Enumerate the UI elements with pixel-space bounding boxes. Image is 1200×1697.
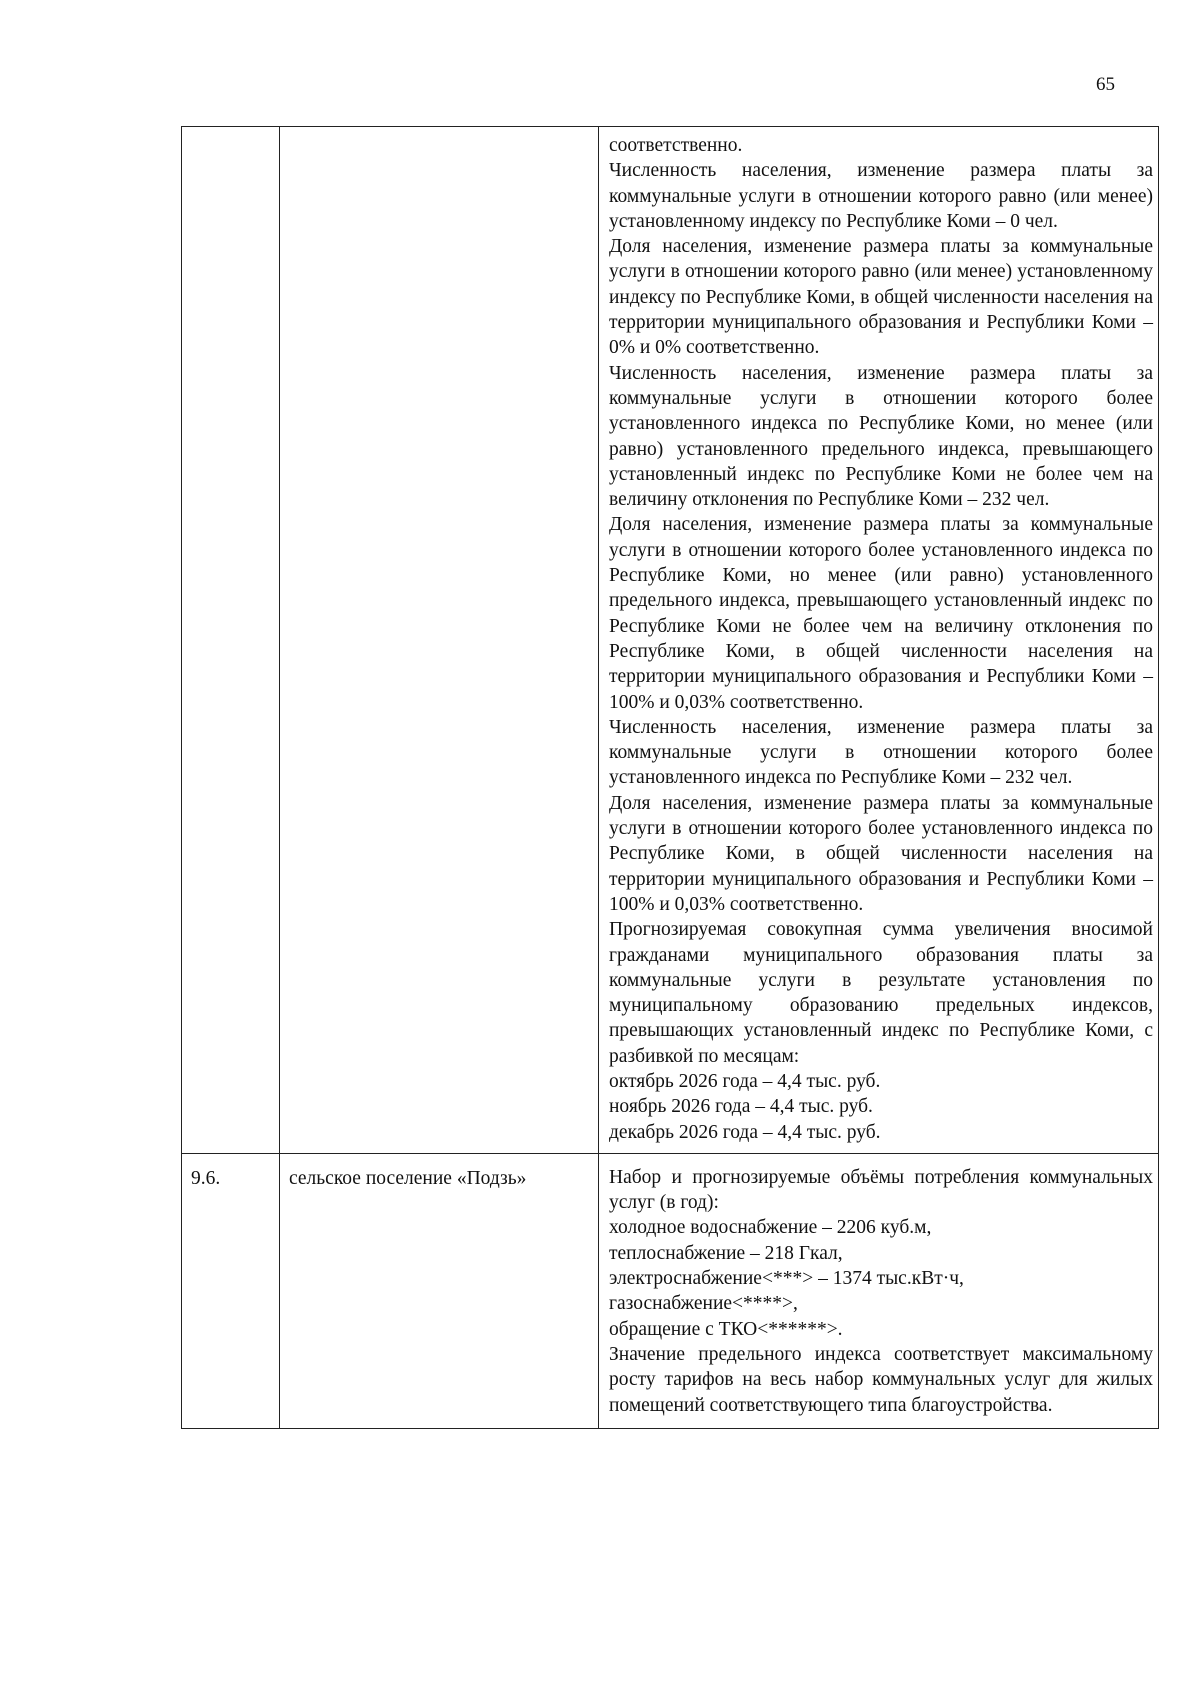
paragraph: Набор и прогнозируемые объёмы потребления коммунальных услуг (в год): <box>609 1166 1153 1214</box>
row-number <box>182 127 279 139</box>
paragraph: Доля населения, изменение размера платы за коммунальные услуги в отношении которого более установленного индекса по Республике Коми, в общей численности населения на территории муниципального образования и Республики Коми – 100% и 0,03% соответственно. <box>609 792 1153 915</box>
paragraph: Численность населения, изменение размера платы за коммунальные услуги в отношении которого равно (или менее) установленному индексу по Республике Коми – 0 чел. <box>609 160 1153 232</box>
paragraph: Численность населения, изменение размера платы за коммунальные услуги в отношении которого более установленного индекса по Республике Коми – 232 чел. <box>609 716 1153 789</box>
paragraph: обращение с ТКО<******>. <box>609 1318 843 1340</box>
paragraph: Значение предельного индекса соответствует максимальному росту тарифов на весь набор коммунальных услуг для жилых помещений соответствующего типа благоустройства. <box>609 1343 1153 1416</box>
row-number: 9.6. <box>191 1167 221 1189</box>
paragraph: Численность населения, изменение размера платы за коммунальные услуги в отношении которого более установленного индекса по Республике Коми, но менее (или равно) установленного предельного индекса, превышающего установленный индекс по Республике Коми не более чем на величину отклонения по Республике Коми – 232 чел. <box>609 362 1153 511</box>
paragraph: электроснабжение<***> – 1374 тыс.кВт·ч, <box>609 1268 964 1290</box>
municipality-name: сельское поселение «Подзь» <box>289 1167 527 1189</box>
municipality-name <box>280 127 598 139</box>
description-cell <box>599 1153 1159 1428</box>
paragraph: октябрь 2026 года – 4,4 тыс. руб. <box>609 1070 881 1092</box>
paragraph: ноябрь 2026 года – 4,4 тыс. руб. <box>609 1096 873 1118</box>
row-number-cell <box>182 127 280 1154</box>
paragraph: Доля населения, изменение размера платы за коммунальные услуги в отношении которого равно (или менее) установленному индексу по Республике Коми, в общей численности населения на территории муниципального образования и Республики Коми – 0% и 0% соответственно. <box>609 236 1153 359</box>
table-row <box>182 1153 1159 1428</box>
paragraph: газоснабжение<****>, <box>609 1293 798 1315</box>
table-row <box>182 127 1159 1154</box>
paragraph: декабрь 2026 года – 4,4 тыс. руб. <box>609 1121 881 1143</box>
page-number: 65 <box>1096 74 1115 95</box>
paragraph: Прогнозируемая совокупная сумма увеличения вносимой гражданами муниципального образования платы за коммунальные услуги в результате установления по муниципальному образованию предельных индексов, превышающих установленный индекс по Республике Коми, с разбивкой по месяцам: <box>609 919 1153 1067</box>
municipality-name-cell <box>280 1153 599 1428</box>
paragraph: теплоснабжение – 218 Гкал, <box>609 1242 843 1264</box>
paragraph: соответственно. <box>609 135 743 156</box>
row-number-cell <box>182 1153 280 1428</box>
municipality-name-cell <box>280 127 599 1154</box>
description-cell <box>599 127 1159 1154</box>
municipality-table <box>181 126 1159 1429</box>
paragraph: холодное водоснабжение – 2206 куб.м, <box>609 1217 932 1239</box>
paragraph: Доля населения, изменение размера платы за коммунальные услуги в отношении которого более установленного индекса по Республике Коми, но менее (или равно) установленного предельного индекса, превышающего установленный индекс по Республике Коми не более чем на величину отклонения по Республике Коми, в общей численности населения на территории муниципального образования и Республики Коми – 100% и 0,03% соответственно. <box>609 514 1153 713</box>
